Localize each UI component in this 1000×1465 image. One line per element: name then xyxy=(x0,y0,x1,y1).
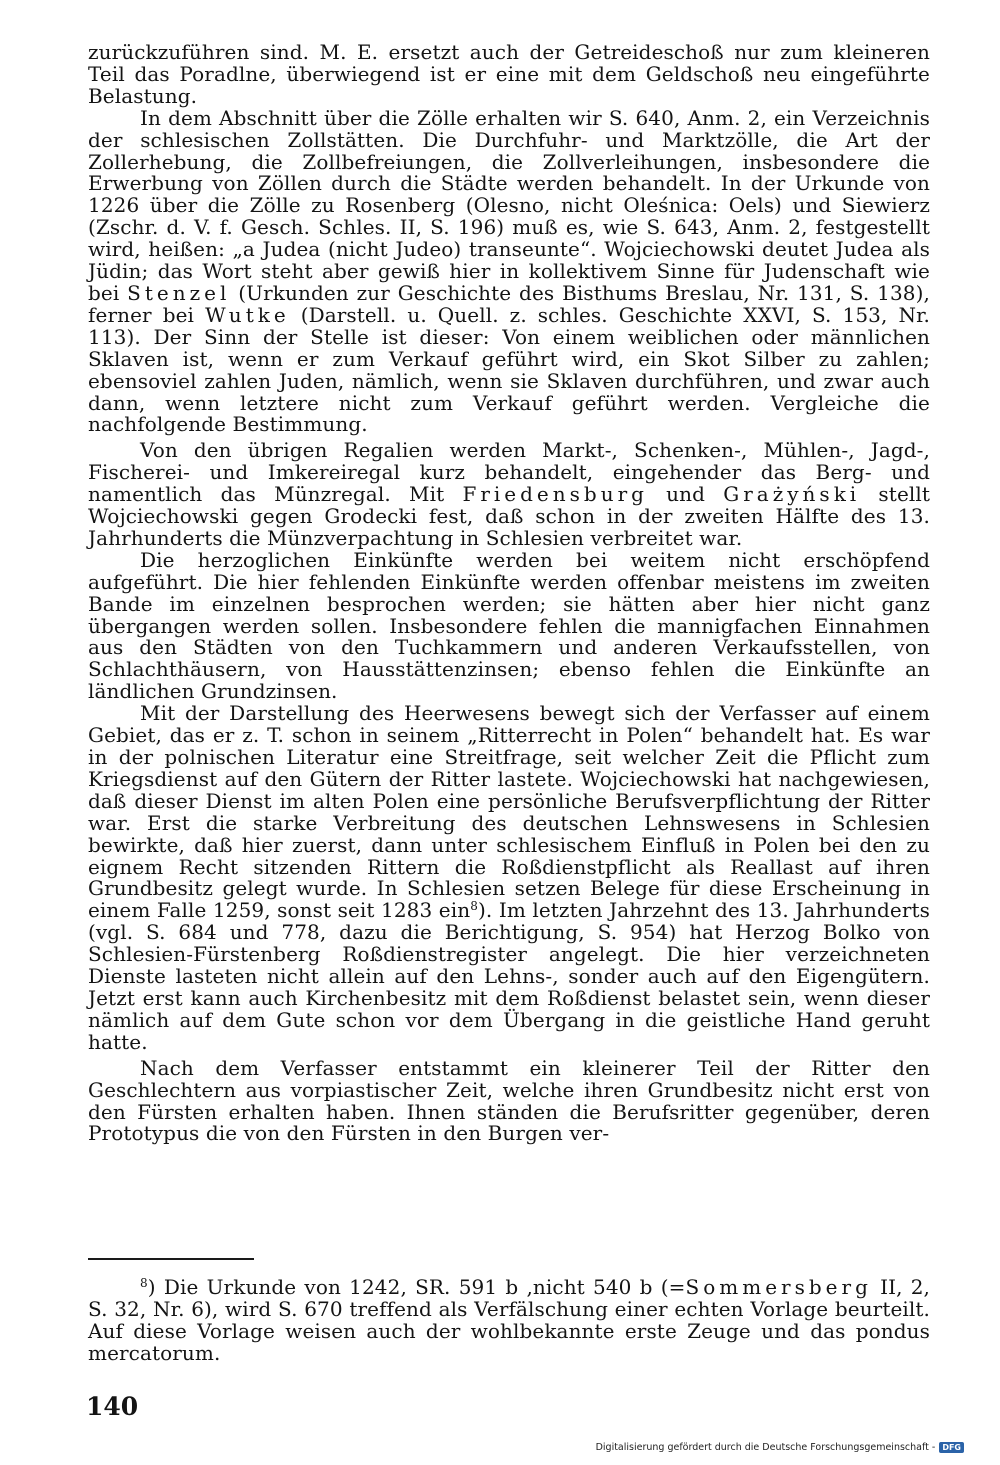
page-number: 140 xyxy=(86,1392,139,1421)
text-run: II, 2, S. 32, Nr. 6), wird S. 670 treffend als Verfälschung einer echten Vorlage beurteilt. Auf diese Vorlage weisen auch der wohlbekannte erste Zeuge und das pondus mercatorum. xyxy=(88,1275,930,1365)
paragraph xyxy=(88,703,930,1054)
body-text xyxy=(88,42,930,1145)
text-run: und xyxy=(647,482,724,507)
footnote-marker: 8 xyxy=(140,1276,148,1290)
credit-text: Digitalisierung gefördert durch die Deutsche Forschungsgemeinschaft - xyxy=(595,1442,936,1453)
digitization-credit xyxy=(596,1442,964,1453)
spaced-name: Sommersberg xyxy=(685,1275,872,1299)
text-run: (Darstell. u. Quell. z. schles. Geschichte XXVI, S. 153, Nr. 113). Der Sinn der Stelle ist dieser: Von einem weiblichen oder männlichen Sklaven ist, wenn er zum Verkauf geführt wird, ein Skot Silber zu zahlen; ebensoviel zahlen Juden, nämlich, wenn sie Sklaven durchführen, und zwar auch dann, wenn letztere nicht zum Verkauf geführt werden. Vergleiche die nachfolgende Bestimmung. xyxy=(88,302,930,437)
paragraph xyxy=(88,547,930,704)
paragraph xyxy=(88,42,930,108)
dfg-logo: DFG xyxy=(939,1442,964,1453)
text-run: (Urkunden zur Geschichte des Bisthums Breslau, Nr. 131, S. 138), ferner bei xyxy=(88,280,930,327)
footnote-text xyxy=(88,1276,930,1364)
text-run: ) Die Urkunde von 1242, SR. 591 b ,nicht 540 b (= xyxy=(147,1275,686,1299)
text-run: Von den übrigen Regalien werden Markt-, Schenken-, Mühlen-, Jagd-, Fischerei- und Imkereiregal kurz behandelt, eingehender das Berg- und namentlich das Münzregal. Mit xyxy=(88,438,930,507)
text-run: stellt Wojciechowski gegen Grodecki fest, daß schon in der zweiten Hälfte des 13. Jahrhunderts die Münzverpachtung in Schlesien verbreitet war. xyxy=(88,482,931,550)
text-run: In dem Abschnitt über die Zölle erhalten wir S. 640, Anm. 2, ein Verzeichnis der schlesischen Zollstätten. Die Durchfuhr- und Marktzölle, die Art der Zollerhebung, die Zollbefreiungen, die Zollverleihungen, insbesondere die Erwerbung von Zöllen durch die Städte werden behandelt. In der Urkunde von 1226 über die Zölle zu Rosenberg (Olesno, nicht Oleśnica: Oels) und Siewierz (Zschr. d. V. f. Gesch. Schles. II, S. 196) muß es, wie S. 643, Anm. 2, festgestellt wird, heißen: „a Judea (nicht Judeo) transeunte“. Wojciechowski deutet Judea als Jüdin; das Wort steht aber gewiß hier in kollektivem Sinne für Judenschaft wie bei xyxy=(88,105,930,305)
text-run: ). Im letzten Jahrzehnt des 13. Jahrhunderts (vgl. S. 684 und 778, dazu die Berichtigung, S. 954) hat Herzog Bolko von Schlesien-Fürstenberg Roßdienstregister angelegt. Die hier verzeichneten Dienste lasteten nicht allein auf den Lehns-, sonder auch auf den Eigengütern. Jetzt erst kann auch Kirchenbesitz mit dem Roßdienst belastet sein, wenn dieser nämlich auf dem Gute schon vor dem Übergang in die geistliche Hand geruht hatte. xyxy=(88,898,931,1054)
paragraph xyxy=(88,1055,930,1146)
footnote-marker: 8 xyxy=(470,899,478,914)
spaced-name: Stenzel xyxy=(127,280,231,305)
text-run: Die herzoglichen Einkünfte werden bei weitem nicht erschöpfend aufgeführt. Die hier fehlenden Einkünfte werden offenbar meistens im zweiten Bande im einzelnen besprochen werden; sie hätten aber hier nicht ganz übergangen werden sollen. Insbesondere fehlen die mannigfachen Einnahmen aus den Städten von den Tuchkammern und anderen Verkaufsstellen, von Schlachthäusern, von Hausstättenzinsen; ebenso fehlen die Einkünfte an ländlichen Grundzinsen. xyxy=(88,547,930,704)
spaced-name: Wutke xyxy=(205,302,290,327)
spaced-name: Friedensburg xyxy=(462,482,648,507)
paragraph xyxy=(88,440,930,550)
paragraph xyxy=(88,105,930,437)
spaced-name: Grażyński xyxy=(723,482,861,507)
text-run: zurückzuführen sind. M. E. ersetzt auch der Getreideschoß nur zum kleineren Teil das Poradlne, überwiegend ist er eine mit dem Geldschoß neu eingeführte Belastung. xyxy=(88,40,930,108)
footnote-separator xyxy=(88,1258,254,1260)
text-run: Mit der Darstellung des Heerwesens bewegt sich der Verfasser auf einem Gebiet, das er z. T. schon in seinem „Ritterrecht in Polen“ behandelt hat. Es war in der polnischen Literatur eine Streitfrage, seit welcher Zeit die Pflicht zum Kriegsdienst auf den Gütern der Ritter lastete. Wojciechowski hat nachgewiesen, daß dieser Dienst im alten Polen eine persönliche Berufsverpflichtung der Ritter war. Erst die starke Verbreitung des deutschen Lehnswesens in Schlesien bewirkte, daß hier zuerst, dann unter schlesischem Einfluß in Polen bei den zu eignem Recht sitzenden Rittern die Roßdienstpflicht als Reallast auf ihren Grundbesitz gelegt wurde. In Schlesien setzen Belege für diese Erscheinung in einem Falle 1259, sonst seit 1283 ein xyxy=(88,701,930,923)
footnote xyxy=(88,1276,930,1364)
text-run: Nach dem Verfasser entstammt ein kleinerer Teil der Ritter den Geschlechtern aus vorpiastischer Zeit, welche ihren Grundbesitz nicht erst von den Fürsten erhalten haben. Ihnen ständen die Berufsritter gegenüber, deren Prototypus die von den Fürsten in den Burgen ver- xyxy=(88,1055,930,1146)
